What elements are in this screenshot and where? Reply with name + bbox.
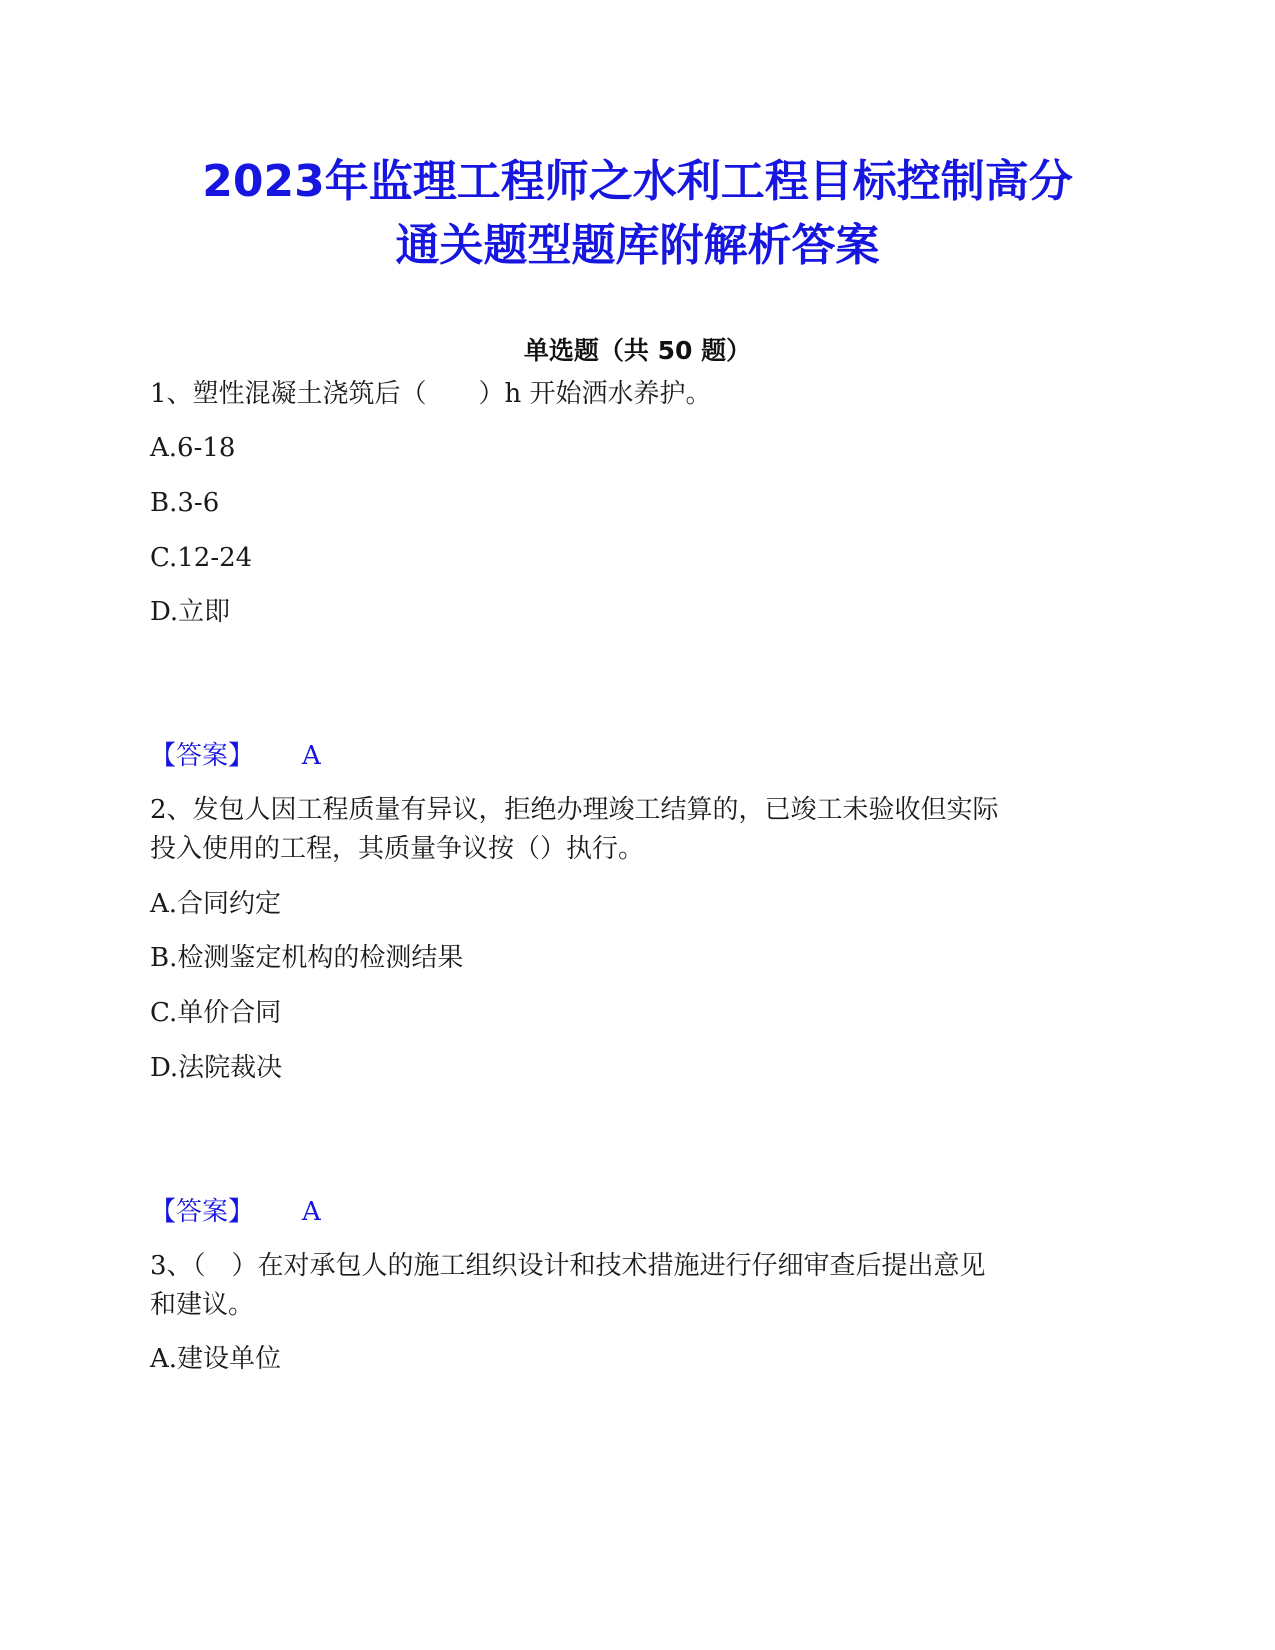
question-2-stem-line-2: 投入使用的工程，其质量争议按（）执行。 bbox=[150, 834, 645, 864]
question-1-option-d: D.立即 bbox=[150, 597, 231, 627]
question-1-option-b: B.3-6 bbox=[150, 488, 220, 518]
question-1-option-a: A.6-18 bbox=[150, 433, 236, 463]
document-title-line-1: 2023年监理工程师之水利工程目标控制高分 bbox=[202, 156, 1073, 207]
question-2-stem-line-1: 2、发包人因工程质量有异议，拒绝办理竣工结算的，已竣工未验收但实际 bbox=[150, 795, 999, 825]
answer-label: 【答案】 bbox=[150, 741, 255, 771]
section-heading: 单选题（共 50 题） bbox=[523, 336, 752, 365]
question-2-option-b: B.检测鉴定机构的检测结果 bbox=[150, 943, 464, 973]
question-1-stem: 1、塑性混凝土浇筑后（ ）h 开始洒水养护。 bbox=[150, 379, 712, 409]
question-2-option-c: C.单价合同 bbox=[150, 998, 282, 1028]
answer-label: 【答案】 bbox=[150, 1197, 255, 1227]
question-1-answer bbox=[150, 738, 321, 774]
answer-value: A bbox=[302, 741, 321, 771]
question-2-answer bbox=[150, 1194, 321, 1230]
question-2-option-d: D.法院裁决 bbox=[150, 1053, 283, 1083]
answer-value: A bbox=[302, 1197, 321, 1227]
document-title-line-2: 通关题型题库附解析答案 bbox=[395, 220, 880, 271]
question-3-stem-line-2: 和建议。 bbox=[150, 1290, 255, 1320]
question-3-option-a: A.建设单位 bbox=[150, 1344, 282, 1374]
question-2-option-a: A.合同约定 bbox=[150, 889, 282, 919]
question-3-stem-line-1: 3、（ ）在对承包人的施工组织设计和技术措施进行仔细审查后提出意见 bbox=[150, 1251, 986, 1281]
question-1-option-c: C.12-24 bbox=[150, 543, 253, 573]
